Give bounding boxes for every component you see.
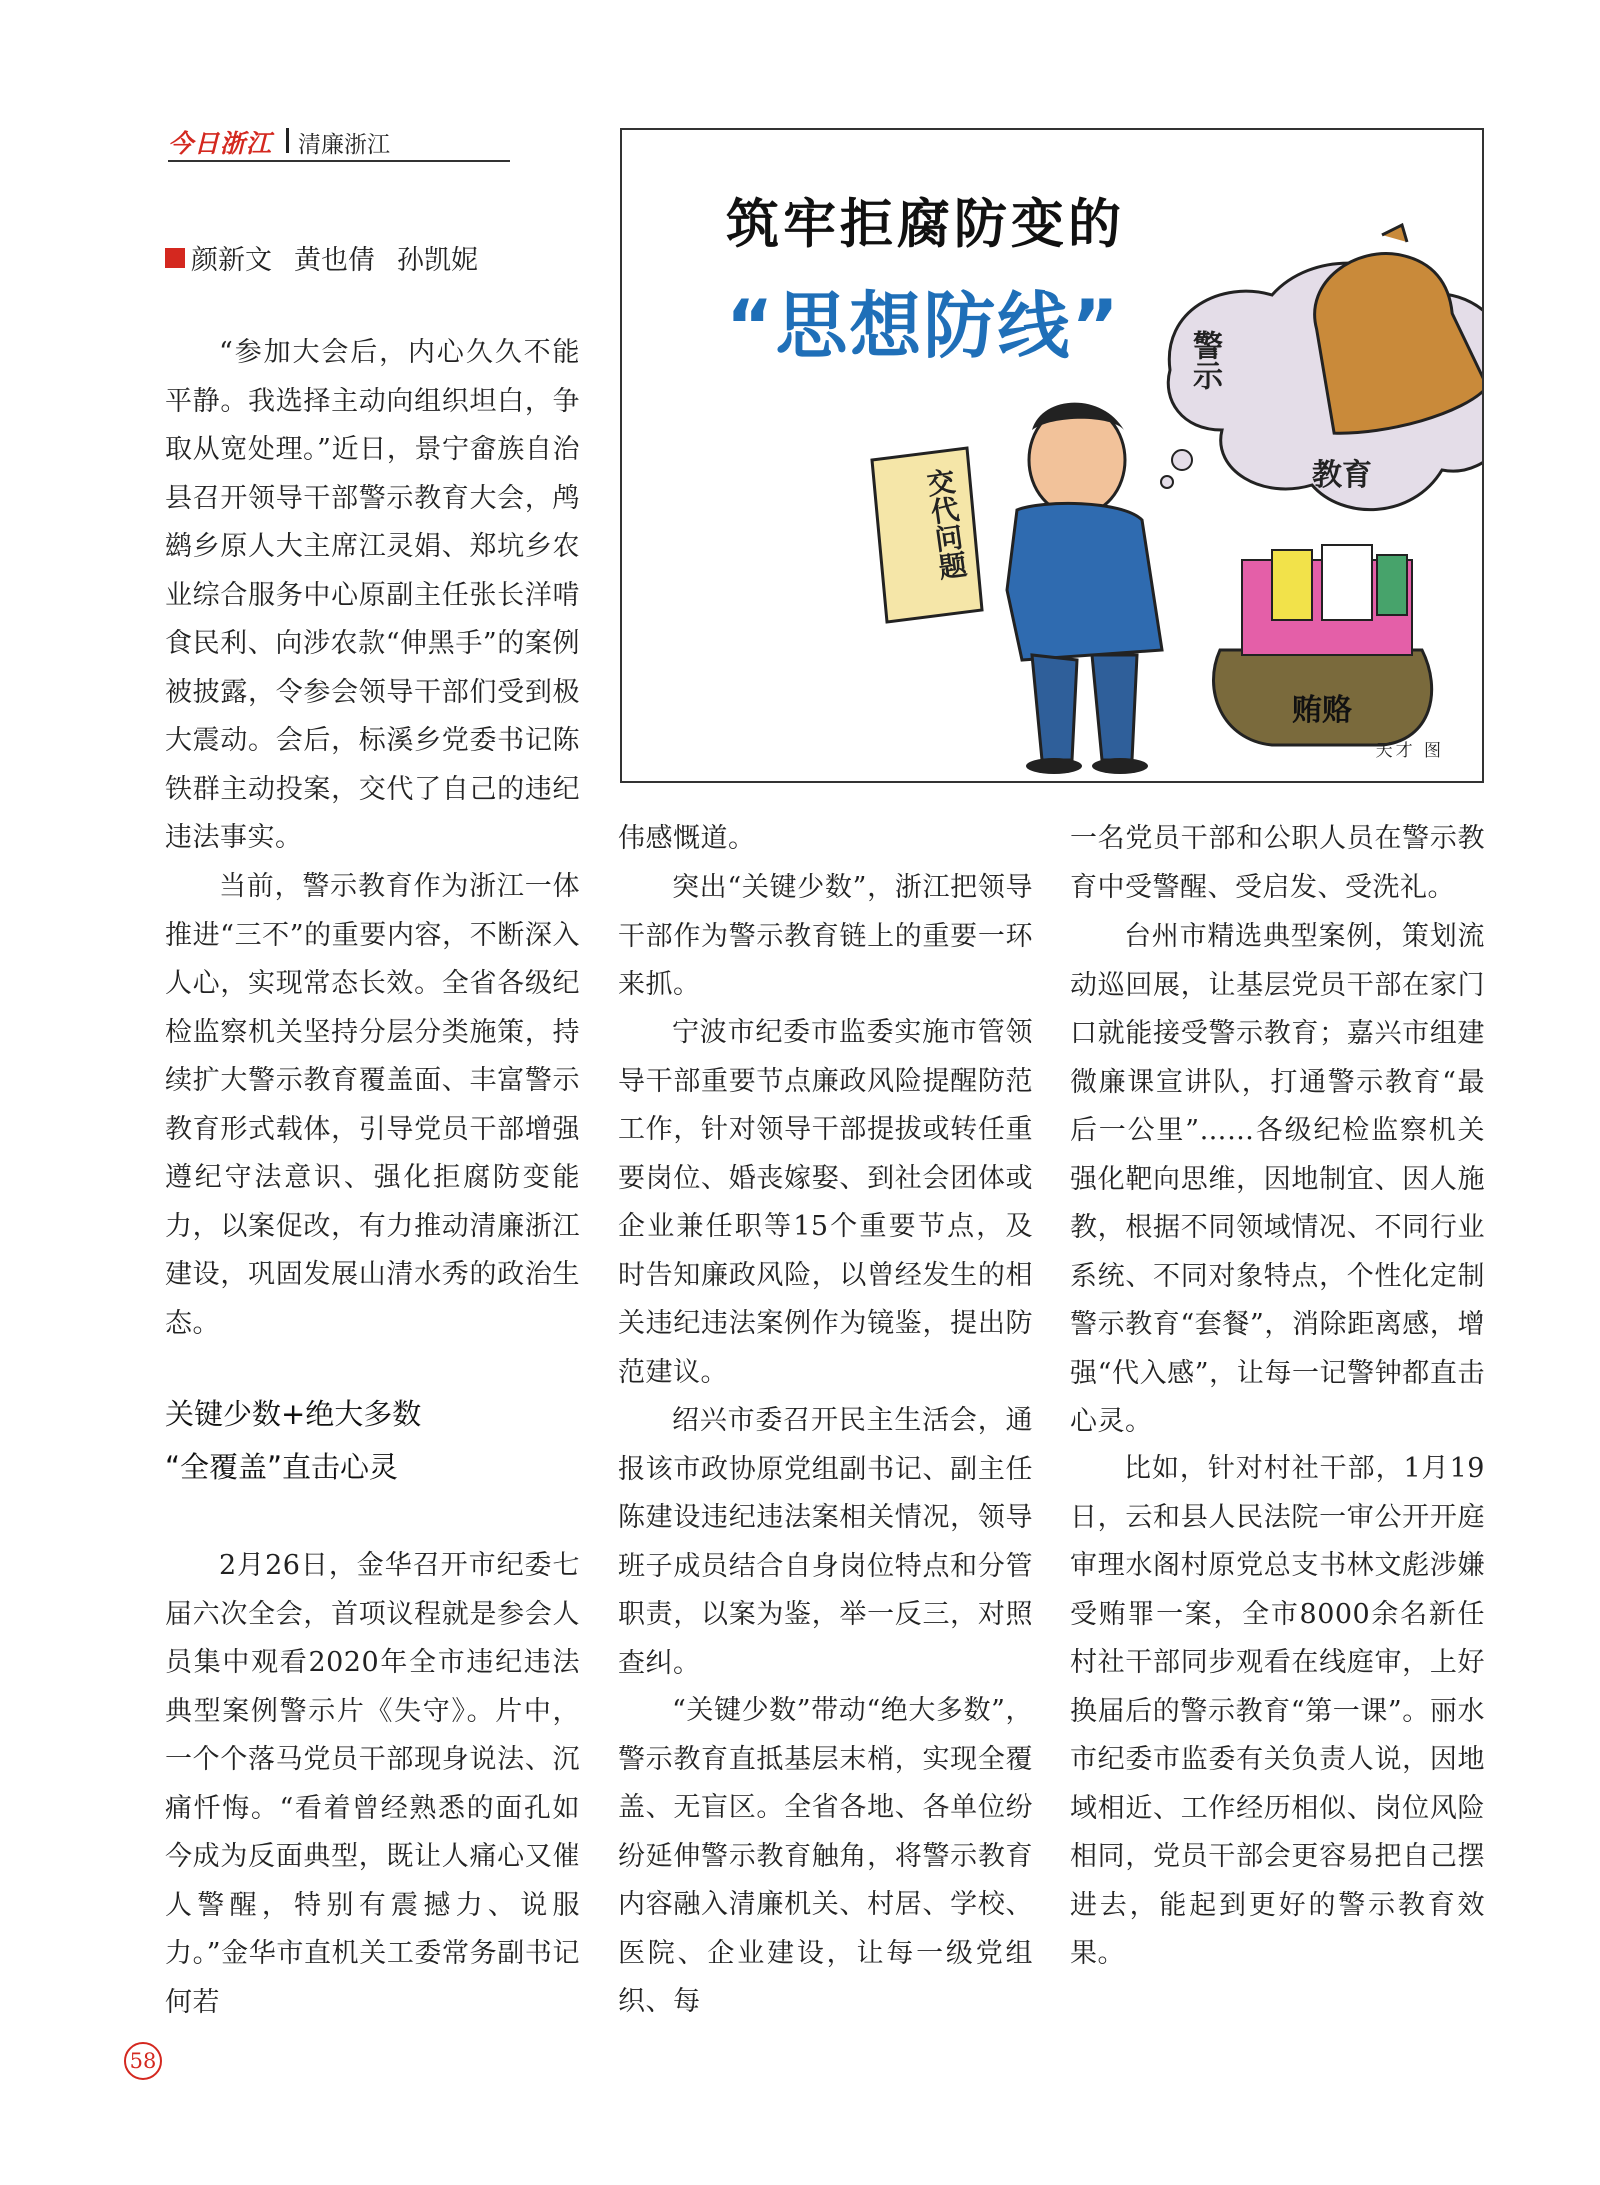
col2-paragraph-2: 突出“关键少数”，浙江把领导干部作为警示教育链上的重要一环来抓。: [618, 872, 1033, 1000]
page-number: 58: [124, 2042, 162, 2080]
col1-paragraph-2: 当前，警示教育作为浙江一体推进“三不”的重要内容，不断深入人心，实现常态长效。全省各级纪检监察机关坚持分层分类施策，持续扩大警示教育覆盖面、丰富警示教育形式载体，引导党员干部增强遵纪守法意识、强化拒腐防变能力，以案促改，有力推动清廉浙江建设，巩固发展山清水秀的政治生态。: [165, 871, 580, 1339]
byline-marker-icon: [165, 248, 185, 268]
author-name: 孙凯妮: [397, 245, 478, 276]
byline: [165, 238, 500, 277]
paper-label: 交代问题: [921, 466, 970, 582]
thought-label-2: 教育: [1312, 458, 1372, 493]
bag-label: 贿赂: [1292, 693, 1352, 728]
col1-paragraph-1: “参加大会后，内心久久不能平静。我选择主动向组织坦白，争取从宽处理。”近日，景宁畲族自治县召开领导干部警示教育大会，鸬鹚乡原人大主席江灵娟、郑坑乡农业综合服务中心原副主任张长洋啃食民利、向涉农款“伸黑手”的案例被披露，令参会领导干部们受到极大震动。会后，标溪乡党委书记陈铁群主动投案，交代了自己的违纪违法事实。: [165, 337, 580, 853]
col1-paragraph-3: 2月26日，金华召开市纪委七届六次全会，首项议程就是参会人员集中观看2020年全市违纪违法典型案例警示片《失守》。片中，一个个落马党员干部现身说法、沉痛忏悔。“看着曾经熟悉的面孔如今成为反面典型，既让人痛心又催人警醒，特别有震撼力、说服力。”金华市直机关工委常务副书记何若: [165, 1550, 580, 2018]
cartoon-title-line1: 筑牢拒腐防变的: [726, 193, 1125, 255]
illustration-credit: 天才 图: [1375, 741, 1444, 761]
col2-paragraph-4: 绍兴市委召开民主生活会，通报该市政协原党组副书记、副主任陈建设违纪违法案相关情况，领导班子成员结合自身岗位特点和分管职责，以案为鉴，举一反三，对照查纠。: [618, 1405, 1033, 1679]
author-name: 颜新文: [191, 245, 272, 276]
magazine-logo: 今日浙江: [168, 129, 273, 158]
subheading-line-2: “全覆盖”直击心灵: [165, 1450, 399, 1484]
cartoon-title-line2: “思想防线”: [726, 284, 1121, 368]
col3-paragraph-1: 一名党员干部和公职人员在警示教育中受警醒、受启发、受洗礼。: [1070, 823, 1485, 903]
col3-paragraph-2: 台州市精选典型案例，策划流动巡回展，让基层党员干部在家门口就能接受警示教育；嘉兴市组建微廉课宣讲队，打通警示教育“最后一公里”……各级纪检监察机关强化靶向思维，因地制宜、因人施教，根据不同领域情况、不同行业系统、不同对象特点，个性化定制警示教育“套餐”，消除距离感，增强“代入感”，让每一记警钟都直击心灵。: [1070, 921, 1485, 1437]
col3-paragraph-3: 比如，针对村社干部，1月19日，云和县人民法院一审公开开庭审理水阁村原党总支书林文彪涉嫌受贿罪一案，全市8000余名新任村社干部同步观看在线庭审，上好换届后的警示教育“第一课”。丽水市纪委市监委有关负责人说，因地域相近、工作经历相似、岗位风险相同，党员干部会更容易把自己摆进去，能起到更好的警示教育效果。: [1070, 1453, 1485, 1969]
cartoon-illustration: [620, 128, 1484, 783]
thought-label-1: 警示: [1187, 330, 1222, 390]
author-name: 黄也倩: [294, 245, 375, 276]
col2-paragraph-3: 宁波市纪委市监委实施市管领导干部重要节点廉政风险提醒防范工作，针对领导干部提拔或转任重要岗位、婚丧嫁娶、到社会团体或企业兼任职等15个重要节点，及时告知廉政风险，以曾经发生的相关违纪违法案例作为镜鉴，提出防范建议。: [618, 1017, 1033, 1388]
col2-paragraph-1: 伟感慨道。: [618, 823, 756, 854]
col2-paragraph-5: “关键少数”带动“绝大多数”，警示教育直抵基层末梢，实现全覆盖、无盲区。全省各地、各单位纷纷延伸警示教育触角，将警示教育内容融入清廉机关、村居、学校、医院、企业建设，让每一级党组织、每: [618, 1695, 1033, 2017]
subheading-line-1: 关键少数+绝大多数: [165, 1397, 422, 1431]
section-title: 清廉浙江: [298, 132, 390, 158]
header-separator: [286, 128, 289, 153]
